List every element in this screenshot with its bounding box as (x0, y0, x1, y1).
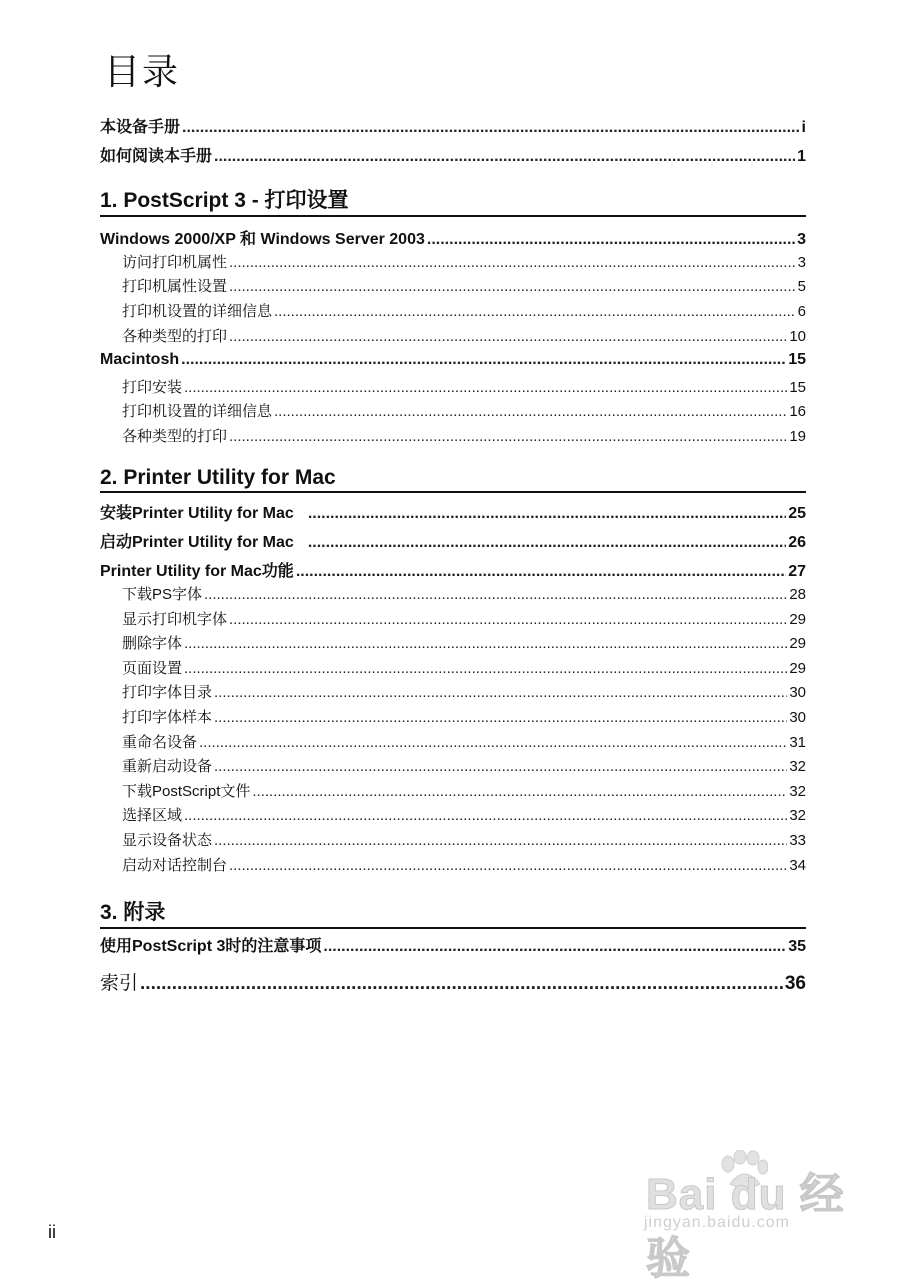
toc-leader-dots (427, 231, 795, 249)
toc-entry-page: 15 (788, 351, 806, 368)
toc-entry-text: 删除字体 (122, 635, 183, 652)
toc-entry-text: 打印字体样本 (122, 709, 213, 726)
toc-entry-text: Printer Utility for Mac功能 (100, 563, 294, 580)
toc-entry-page: 33 (789, 832, 806, 849)
toc-entry-install-utility[interactable] (100, 500, 806, 523)
toc-entry-text: Windows 2000/XP 和 Windows Server 2003 (100, 231, 425, 248)
toc-subentry[interactable] (122, 731, 806, 752)
toc-entry-page: 31 (789, 734, 806, 751)
toc-subentry[interactable] (122, 275, 806, 296)
toc-entry-page: 28 (789, 586, 806, 603)
toc-entry-page: 29 (789, 660, 806, 677)
toc-entry-text: 本设备手册 (100, 119, 181, 136)
toc-leader-dots (181, 351, 786, 369)
toc-entry-utility-functions[interactable] (100, 558, 806, 581)
toc-entry-text: 启动Printer Utility for Mac (100, 534, 294, 551)
toc-entry-text: 各种类型的打印 (122, 428, 228, 445)
toc-entry-text: 下载PostScript文件 (122, 783, 251, 800)
toc-entry-page: 19 (789, 428, 806, 445)
toc-entry-page: 34 (789, 857, 806, 874)
toc-entry-postscript-notes[interactable] (100, 933, 806, 956)
toc-entry-page: 26 (788, 534, 806, 551)
toc-entry-text: 打印安装 (122, 379, 183, 396)
toc-leader-dots (229, 857, 787, 874)
toc-leader-dots (214, 148, 795, 166)
toc-entry-windows[interactable] (100, 226, 806, 249)
toc-entry-text: 使用PostScript 3时的注意事项 (100, 938, 322, 955)
toc-entry-macintosh[interactable] (100, 351, 806, 369)
toc-entry-text: 显示打印机字体 (122, 611, 228, 628)
toc-subentry[interactable] (122, 608, 806, 629)
toc-subentry[interactable] (122, 829, 806, 850)
toc-leader-dots (204, 586, 787, 603)
toc-leader-dots (214, 684, 787, 701)
toc-entry-text: 访问打印机属性 (122, 254, 228, 271)
toc-leader-dots (214, 709, 787, 726)
toc-entry-how-to-read[interactable] (100, 143, 806, 166)
toc-subentry[interactable] (122, 854, 806, 875)
toc-subentry[interactable] (122, 755, 806, 776)
toc-subentry[interactable] (122, 632, 806, 653)
watermark-url: jingyan.baidu.com (644, 1214, 790, 1231)
toc-entry-text: 索引 (100, 973, 139, 994)
toc-entry-page: 29 (789, 611, 806, 628)
toc-entry-page: 16 (789, 403, 806, 420)
toc-leader-dots (252, 783, 787, 800)
toc-leader-dots (182, 119, 800, 137)
chapter-3-heading: 3. 附录 (100, 896, 806, 929)
toc-leader-dots (184, 807, 787, 824)
toc-entry-text: 打印机设置的详细信息 (122, 403, 273, 420)
toc-entry-text: 打印机设置的详细信息 (122, 303, 273, 320)
toc-leader-dots (214, 758, 787, 775)
toc-leader-dots (274, 303, 796, 320)
toc-entry-page: 6 (797, 303, 806, 320)
toc-leader-dots (229, 254, 796, 271)
toc-entry-page: 32 (789, 783, 806, 800)
toc-entry-text: 重新启动设备 (122, 758, 213, 775)
toc-entry-text: 选择区域 (122, 807, 183, 824)
toc-leader-dots (184, 379, 787, 396)
toc-subentry[interactable] (122, 681, 806, 702)
footer-page-number: ii (48, 1222, 56, 1242)
chapter-2-heading: 2. Printer Utility for Mac (100, 466, 806, 493)
toc-leader-dots (229, 328, 787, 345)
toc-entry-text: 显示设备状态 (122, 832, 213, 849)
toc-leader-dots (308, 534, 786, 552)
toc-leader-dots (296, 563, 786, 581)
toc-subentry[interactable] (122, 251, 806, 272)
toc-subentry[interactable] (122, 804, 806, 825)
baidu-jingyan-watermark (640, 1150, 855, 1283)
toc-leader-dots (308, 505, 786, 523)
toc-subentry[interactable] (122, 325, 806, 346)
toc-entry-page: 3 (797, 231, 806, 248)
toc-entry-page: 35 (788, 938, 806, 955)
toc-subentry[interactable] (122, 706, 806, 727)
toc-leader-dots (140, 973, 783, 995)
toc-entry-page: 3 (797, 254, 806, 271)
toc-entry-page: 10 (789, 328, 806, 345)
toc-leader-dots (229, 611, 787, 628)
toc-leader-dots (184, 635, 787, 652)
toc-subentry[interactable] (122, 583, 806, 604)
toc-leader-dots (323, 938, 786, 956)
toc-entry-page: 32 (789, 758, 806, 775)
toc-entry-page: 15 (789, 379, 806, 396)
toc-leader-dots (199, 734, 787, 751)
toc-entry-text: 打印字体目录 (122, 684, 213, 701)
chapter-1-heading: 1. PostScript 3 - 打印设置 (100, 184, 806, 217)
toc-entry-page: 30 (789, 709, 806, 726)
toc-leader-dots (274, 403, 787, 420)
toc-entry-page: 27 (788, 563, 806, 580)
toc-leader-dots (229, 278, 796, 295)
toc-entry-page: 5 (797, 278, 806, 295)
toc-subentry[interactable] (122, 300, 806, 321)
toc-entry-text: 启动对话控制台 (122, 857, 228, 874)
toc-entry-text: 重命名设备 (122, 734, 198, 751)
toc-subentry[interactable] (122, 376, 806, 397)
toc-entry-page: 32 (789, 807, 806, 824)
toc-entry-device-manual[interactable] (100, 114, 806, 137)
toc-entry-text: 安装Printer Utility for Mac (100, 505, 294, 522)
toc-entry-index[interactable] (100, 968, 806, 995)
watermark-logo-text: Bai du 经验 (646, 1170, 845, 1283)
toc-entry-page: i (801, 119, 806, 136)
toc-entry-text: 如何阅读本手册 (100, 148, 213, 165)
toc-entry-text: 页面设置 (122, 660, 183, 677)
toc-leader-dots (229, 428, 787, 445)
toc-entry-text: Macintosh (100, 351, 180, 368)
toc-entry-text: 打印机属性设置 (122, 278, 228, 295)
toc-leader-dots (184, 660, 787, 677)
toc-subentry[interactable] (122, 780, 806, 801)
toc-entry-page: 36 (784, 973, 806, 994)
toc-entry-start-utility[interactable] (100, 529, 806, 552)
toc-leader-dots (214, 832, 787, 849)
toc-entry-page: 25 (788, 505, 806, 522)
toc-entry-text: 各种类型的打印 (122, 328, 228, 345)
toc-entry-page: 30 (789, 684, 806, 701)
toc-subentry[interactable] (122, 425, 806, 446)
toc-entry-page: 1 (797, 148, 806, 165)
toc-entry-text: 下载PS字体 (122, 586, 203, 603)
toc-subentry[interactable] (122, 400, 806, 421)
toc-subentry[interactable] (122, 657, 806, 678)
toc-entry-page: 29 (789, 635, 806, 652)
page-title: 目录 (104, 52, 181, 93)
